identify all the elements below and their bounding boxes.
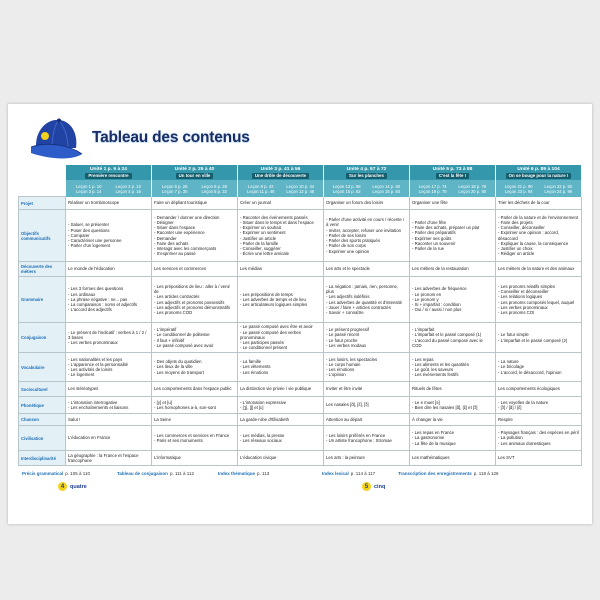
lesson-item: Leçon 20 p. 80 — [458, 188, 487, 194]
cell-objectifs-unit-6: - Parler de la nature et de l'environnement - Faire des projets - Conseiller, déconseiller - Exprimer une opinion : accord, désaccord - Expliquer la cause, la conséquence - Justifier un choix - Rédiger un article — [496, 210, 582, 262]
cell-objectifs-unit-1: - Saluer, se présenter - Poser des questions - Comparer - Caractériser une personne - Parler d'un logement — [66, 210, 152, 262]
lesson-item: Leçon 5 p. 26 — [162, 183, 188, 189]
cell-vocabulaire-unit-1: - Les nationalités et les pays - L'apparence et la personnalité - Les activités de loisirs - Le logement — [66, 353, 152, 382]
cell-chanson-unit-6: Respire — [496, 414, 582, 426]
cell-phonetique-unit-6: - Les voyelles de la nature - [ɔ̃] / [ɑ̃] / [ɛ̃] — [496, 397, 582, 414]
unit-2-header — [152, 165, 238, 197]
lesson-list — [152, 180, 237, 197]
row-label-civilisation: Civilisation — [18, 426, 66, 451]
lesson-item: Leçon 7 p. 30 — [162, 188, 188, 194]
lesson-item: Leçon 3 p. 14 — [76, 188, 102, 194]
cell-vocabulaire-unit-4: - Les loisirs, les spectacles - Le corps humain - Les émotions - L'opinion — [324, 353, 410, 382]
lesson-item: Leçon 21 p. 90 — [504, 183, 533, 189]
cell-chanson-unit-4: Attention au départ — [324, 414, 410, 426]
lesson-item: Leçon 13 p. 58 — [332, 183, 361, 189]
cell-objectifs-unit-4: - Parler d'une activité en cours / récente / à venir - Inviter, accepter, refuser une invitation - Parler de ses loisirs - Parler des sports pratiqués - Parler de son corps - Exprimer une opinion — [324, 210, 410, 262]
unit-title: Unité 6 p. 89 à 104 — [517, 166, 560, 172]
unit-name: C'est la fête ! — [436, 173, 469, 179]
cell-interdisciplinarite-unit-4: Les arts : la peinture — [324, 451, 410, 466]
cell-objectifs-unit-5: - Parler d'une fête - Faire des achats, préparer un plat - Parler des préparatifs - Exprimer ses goûts - Raconter un souvenir - Parler de la rue — [410, 210, 496, 262]
lesson-list — [496, 180, 581, 197]
page-number-left — [58, 482, 87, 491]
cell-grammaire-unit-5: - Les adverbes de fréquence - Le pronom en - Le pronom y - Si + imparfait : condition - Oui / si / aussi / non plus — [410, 277, 496, 323]
cell-grammaire-unit-4: - La négation : jamais, rien, personne, plus - Les adjectifs indéfinis - Les adverbes de quantité et d'intensité - Jouer / faire + articles contractés - Savoir + connaître — [324, 277, 410, 323]
cap-icon — [28, 114, 84, 164]
ref-index-lexical — [322, 471, 375, 477]
cell-conjugaison-unit-5: - L'imparfait - L'imparfait et le passé composé (1) - L'accord du passé composé avec le COD — [410, 323, 496, 353]
ref-label: Transcription des enregistrements — [398, 471, 472, 476]
unit-name: Première rencontre — [85, 173, 131, 179]
ref-pages: p. 118 à 126 — [473, 471, 499, 476]
cell-phonetique-unit-1: - L'intonation interrogative - Les enchaînements et liaisons — [66, 397, 152, 414]
ref-label: Index thématique — [218, 471, 256, 476]
cell-metiers-unit-4: Les arts et le spectacle — [324, 262, 410, 277]
ref-label: Tableau de conjugaison — [117, 471, 168, 476]
unit-title: Unité 3 p. 41 à 56 — [260, 166, 301, 172]
cell-civilisation-unit-5: - Les repas en France - La gastronomie - La fête de la musique — [410, 426, 496, 451]
cell-interdisciplinarite-unit-3: L'éducation civique — [238, 451, 324, 466]
lesson-item: Leçon 2 p. 12 — [115, 183, 141, 189]
appendix-references — [8, 471, 592, 478]
unit-name: Une drôle de découverte — [252, 173, 309, 179]
cell-chanson-unit-2: La Seine — [152, 414, 238, 426]
cell-chanson-unit-5: À changer la vie — [410, 414, 496, 426]
cell-vocabulaire-unit-3: - La famille - Les vêtements - Les émotions — [238, 353, 324, 382]
cell-objectifs-unit-3: - Raconter des événements passés - Situer dans le temps et dans l'espace - Exprimer un souhait - Exprimer un sentiment - Justifier un article - Parler de la famille - Conseiller, suggérer - Écrire une lettre amicale — [238, 210, 324, 262]
ref-tableau-conjugaison — [117, 471, 194, 477]
row-label-interdisciplinarite: Interdisciplinarité — [18, 451, 66, 466]
lesson-item: Leçon 6 p. 28 — [201, 183, 227, 189]
row-label-socioculturel: Socioculturel — [18, 382, 66, 397]
page-number-right — [362, 482, 385, 491]
cell-civilisation-unit-1: L'éducation en France — [66, 426, 152, 451]
cell-metiers-unit-2: Les services et commerces — [152, 262, 238, 277]
ref-pages: p. 113 — [257, 471, 270, 476]
lesson-item: Leçon 9 p. 42 — [248, 183, 274, 189]
lesson-item: Leçon 18 p. 76 — [458, 183, 487, 189]
lesson-item: Leçon 11 p. 46 — [247, 188, 275, 194]
ref-label: Index lexical — [322, 471, 349, 476]
unit-6-header — [496, 165, 582, 197]
ref-label: Précis grammatical — [22, 471, 64, 476]
cell-phonetique-unit-5: - Le e muet [ə] - Bien dire les nasales [ɑ̃], [ɛ̃] et [ɔ̃] — [410, 397, 496, 414]
cell-phonetique-unit-4: Les nasales [ɑ̃], [ɛ̃], [ɔ̃] — [324, 397, 410, 414]
page-number-word: cinq — [374, 483, 386, 490]
table-corner — [18, 165, 66, 197]
cell-metiers-unit-5: Les métiers de la restauration — [410, 262, 496, 277]
cell-projet-unit-6: Trier les déchets de la cour — [496, 197, 582, 210]
lesson-item: Leçon 1 p. 10 — [76, 183, 102, 189]
cell-conjugaison-unit-6: - Le futur simple - L'imparfait et le passé composé (2) — [496, 323, 582, 353]
ref-precis-grammatical — [22, 471, 90, 477]
lesson-item: Leçon 19 p. 78 — [418, 188, 447, 194]
lesson-item: Leçon 22 p. 92 — [544, 183, 573, 189]
cell-projet-unit-1: Réaliser un trombinoscope — [66, 197, 152, 210]
row-label-conjugaison: Conjugaison — [18, 323, 66, 353]
cell-grammaire-unit-2: - Les prépositions de lieu : aller à / venir de - Les articles contractés - Les adjectifs et pronoms possessifs - Les adjectifs et pronoms démonstratifs - Les pronoms COD — [152, 277, 238, 323]
cell-civilisation-unit-4: - Les loisirs préférés en France - Un artiste francophone : Stromae — [324, 426, 410, 451]
cell-interdisciplinarite-unit-1: La géographie : la France et l'espace francophone — [66, 451, 152, 466]
lesson-list — [238, 180, 323, 197]
unit-name: On se bouge pour la nature ! — [506, 173, 572, 179]
cell-vocabulaire-unit-2: - Des objets du quotidien - Les lieux de la ville - Les moyens de transport — [152, 353, 238, 382]
unit-4-header — [324, 165, 410, 197]
page-number-word: quatre — [70, 483, 87, 490]
cell-conjugaison-unit-3: - Le passé composé avec être et avoir - Le passé composé des verbes pronominaux - Les participes passés - Le conditionnel présent — [238, 323, 324, 353]
lesson-item: Leçon 23 p. 94 — [504, 188, 533, 194]
lesson-item: Leçon 15 p. 62 — [332, 188, 361, 194]
row-label-objectifs-communicatifs: Objectifs communicatifs — [18, 210, 66, 262]
page-title: Tableau des contenus — [92, 129, 250, 146]
lesson-list — [324, 180, 409, 197]
cell-grammaire-unit-6: - Les pronoms relatifs simples - Conseiller et déconseiller - Les relations logiques - Les pronoms composés lequel, auquel - Les verbes pronominaux - Les pronoms COI — [496, 277, 582, 323]
cell-conjugaison-unit-4: - Le présent progressif - Le passé récent - Le futur proche - Les verbes modaux — [324, 323, 410, 353]
lesson-item: Leçon 14 p. 60 — [372, 183, 401, 189]
cell-vocabulaire-unit-6: - La nature - Le bricolage - L'accord, le désaccord, l'opinion — [496, 353, 582, 382]
row-label-vocabulaire: Vocabulaire — [18, 353, 66, 382]
ref-pages: p. 105 à 110 — [65, 471, 90, 476]
cell-civilisation-unit-6: - Paysages français : des espèces en péril - La pollution - Les animaux domestiques — [496, 426, 582, 451]
cell-socioculturel-unit-5: Rituels de fêtes — [410, 382, 496, 397]
row-label-phonetique: Phonétique — [18, 397, 66, 414]
cell-projet-unit-5: Organiser une fête — [410, 197, 496, 210]
lesson-list — [410, 180, 495, 197]
lesson-list — [66, 180, 151, 197]
cell-conjugaison-unit-1: - Le présent de l'indicatif : verbes à 1 / 2 / 3 bases - Les verbes pronominaux — [66, 323, 152, 353]
unit-title: Unité 1 p. 9 à 24 — [90, 166, 127, 172]
cell-civilisation-unit-2: - Les commerces et services en France - Paris et ses monuments — [152, 426, 238, 451]
unit-title: Unité 5 p. 73 à 88 — [432, 166, 473, 172]
cell-civilisation-unit-3: - Les médias, la presse - Les réseaux sociaux — [238, 426, 324, 451]
cell-conjugaison-unit-2: - L'impératif - Le conditionnel de politesse - Il faut + infinitif - Le passé composé avec avoir — [152, 323, 238, 353]
page-number-badge: 5 — [362, 482, 371, 491]
lesson-item: Leçon 17 p. 74 — [418, 183, 447, 189]
cell-grammaire-unit-1: - Les 3 formes des questions - Les ordinaux - La phrase négative : ne... pas - La comparaison : noms et adjectifs - L'accord des adjectifs — [66, 277, 152, 323]
book-page — [8, 104, 592, 524]
cell-socioculturel-unit-6: Les comportements écologiques — [496, 382, 582, 397]
cell-metiers-unit-3: Les médias — [238, 262, 324, 277]
cell-objectifs-unit-2: - Demander / donner une direction - Désigner - Situer dans l'espace - Raconter une expérience - Demander - Faire des achats - Interagir avec les commerçants - S'exprimer au passé — [152, 210, 238, 262]
lesson-item: Leçon 12 p. 48 — [286, 188, 315, 194]
ref-pages: p. 114 à 117 — [350, 471, 376, 476]
unit-5-header — [410, 165, 496, 197]
unit-title: Unité 4 p. 57 à 72 — [346, 166, 387, 172]
cell-socioculturel-unit-1: Les stéréotypes — [66, 382, 152, 397]
cell-chanson-unit-1: Salut ! — [66, 414, 152, 426]
row-label-projet: Projet — [18, 197, 66, 210]
unit-title: Unité 2 p. 25 à 40 — [174, 166, 215, 172]
ref-index-thematique — [218, 471, 269, 477]
cell-projet-unit-3: Créer un journal — [238, 197, 324, 210]
cell-phonetique-unit-3: - L'intonation expressive - [ʒ], [ʃ] et [ɛ] — [238, 397, 324, 414]
page-number-badge: 4 — [58, 482, 67, 491]
cell-socioculturel-unit-3: La distinction vie privée / vie publique — [238, 382, 324, 397]
cell-interdisciplinarite-unit-2: L'informatique — [152, 451, 238, 466]
row-label-grammaire: Grammaire — [18, 277, 66, 323]
cell-interdisciplinarite-unit-6: Les SVT — [496, 451, 582, 466]
cell-interdisciplinarite-unit-5: Les mathématiques — [410, 451, 496, 466]
cell-socioculturel-unit-2: Les comportements dans l'espace public — [152, 382, 238, 397]
unit-name: Un tour en ville — [176, 173, 214, 179]
lesson-item: Leçon 10 p. 44 — [286, 183, 315, 189]
cell-projet-unit-4: Organiser un forum des loisirs — [324, 197, 410, 210]
ref-pages: p. 111 à 112 — [169, 471, 194, 476]
lesson-item: Leçon 16 p. 64 — [372, 188, 401, 194]
cell-metiers-unit-6: Les métiers de la nature et des animaux — [496, 262, 582, 277]
cell-projet-unit-2: Faire un dépliant touristique — [152, 197, 238, 210]
lesson-item: Leçon 24 p. 96 — [544, 188, 573, 194]
cell-metiers-unit-1: Le monde de l'éducation — [66, 262, 152, 277]
unit-3-header — [238, 165, 324, 197]
lesson-item: Leçon 8 p. 32 — [201, 188, 227, 194]
cell-grammaire-unit-3: - Les prépositions de temps - Les adverbes de temps et de lieu - Les articulateurs logiques simples — [238, 277, 324, 323]
contents-table — [18, 165, 582, 466]
row-label-chanson: Chanson — [18, 414, 66, 426]
ref-transcription — [398, 471, 498, 477]
lesson-item: Leçon 4 p. 16 — [115, 188, 141, 194]
cell-chanson-unit-3: La garde-robe d'Élisabeth — [238, 414, 324, 426]
unit-1-header — [66, 165, 152, 197]
unit-name: Sur les planches — [346, 173, 387, 179]
row-label-decouverte-des-metiers: Découverte des métiers — [18, 262, 66, 277]
cell-vocabulaire-unit-5: - Les repas - Les aliments et les quantités - Le goût, les saveurs - Les événements festifs — [410, 353, 496, 382]
cell-socioculturel-unit-4: Inviter et être invité — [324, 382, 410, 397]
cell-phonetique-unit-2: - [y] et [u] - Les homophones a-à, son-sont — [152, 397, 238, 414]
